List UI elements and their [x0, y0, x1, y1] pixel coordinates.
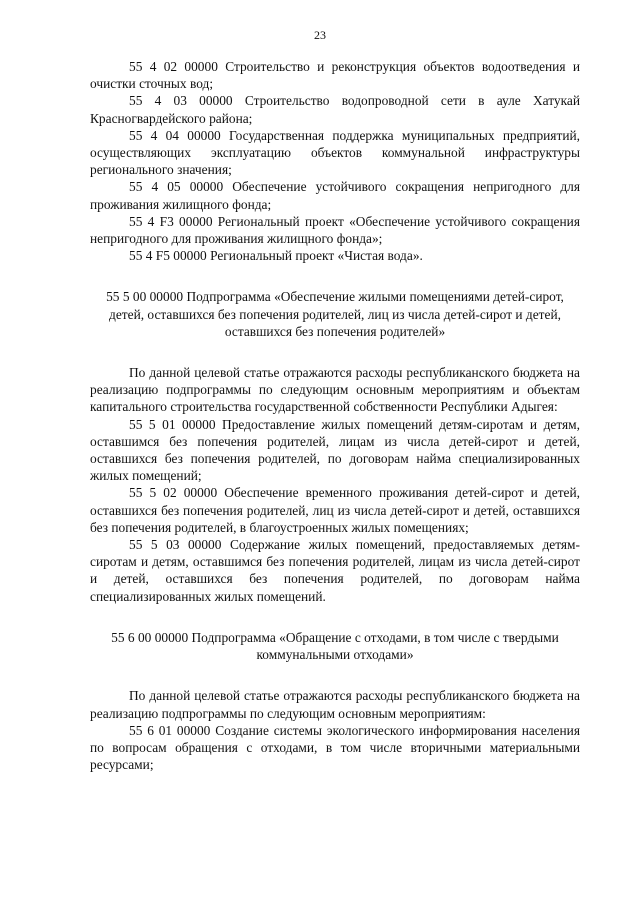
- page-number: 23: [314, 28, 326, 42]
- paragraph-55-5-02: 55 5 02 00000 Обеспечение временного проживания детей-сирот и детей, оставшихся без попечения родителей, лиц из числа детей-сирот и детей, оставшихся без попечения родителей, в благоустроенных жилых помещениях;: [90, 485, 580, 535]
- section-heading-55-6: 55 6 00 00000 Подпрограмма «Обращение с отходами, в том числе с твердыми коммунальными отходами»: [111, 629, 559, 663]
- spacer: [90, 605, 580, 629]
- spacer: [90, 264, 580, 288]
- paragraph-55-4-F3: 55 4 F3 00000 Региональный проект «Обеспечение устойчивого сокращения непригодного для проживания жилищного фонда»;: [90, 213, 580, 247]
- paragraph-55-5-03: 55 5 03 00000 Содержание жилых помещений, предоставляемых детям-сиротам и детям, оставшимся без попечения родителей, лицам из числа детей-сирот и детей, оставшихся без попечения родителей, по договорам найма специализированных жилых помещений.: [90, 537, 580, 604]
- spacer: [90, 340, 580, 364]
- paragraph-555-intro: По данной целевой статье отражаются расходы республиканского бюджета на реализацию подпрограммы по следующим основным мероприятиям и объектам капитального строительства государственной собственности Республики Адыгея:: [90, 365, 580, 415]
- paragraph-55-4-04: 55 4 04 00000 Государственная поддержка муниципальных предприятий, осуществляющих эксплуатацию объектов коммунальной инфраструктуры регионального значения;: [90, 127, 580, 178]
- section-heading-55-5: 55 5 00 00000 Подпрограмма «Обеспечение жилыми помещениями детей-сирот, детей, оставшихся без попечения родителей, лиц из числа детей-сирот и детей, оставшихся без попечения родителей»: [106, 289, 564, 339]
- paragraph-55-5-01: 55 5 01 00000 Предоставление жилых помещений детям-сиротам и детям, оставшимся без попечения родителей, лицам из числа детей-сирот и детей, оставшихся без попечения родителей, по договорам найма специализированных жилых помещений;: [90, 416, 580, 484]
- spacer: [90, 663, 580, 687]
- paragraph-55-4-F5: 55 4 F5 00000 Региональный проект «Чистая вода».: [129, 248, 423, 264]
- paragraph-55-4-03: 55 4 03 00000 Строительство водопроводной сети в ауле Хатукай Красногвардейского района;: [90, 93, 580, 126]
- paragraph-55-4-05: 55 4 05 00000 Обеспечение устойчивого сокращения непригодного для проживания жилищного фонда;: [90, 179, 580, 212]
- paragraph-55-4-02: 55 4 02 00000 Строительство и реконструкция объектов водоотведения и очистки сточных вод;: [90, 59, 580, 92]
- paragraph-55-6-01: 55 6 01 00000 Создание системы экологического информирования населения по вопросам обращения с отходами, в том числе вторичными материальными ресурсами;: [90, 722, 580, 773]
- paragraph-556-intro: По данной целевой статье отражаются расходы республиканского бюджета на реализацию подпрограммы по следующим основным мероприятиям:: [90, 688, 580, 721]
- document-body: [90, 58, 580, 773]
